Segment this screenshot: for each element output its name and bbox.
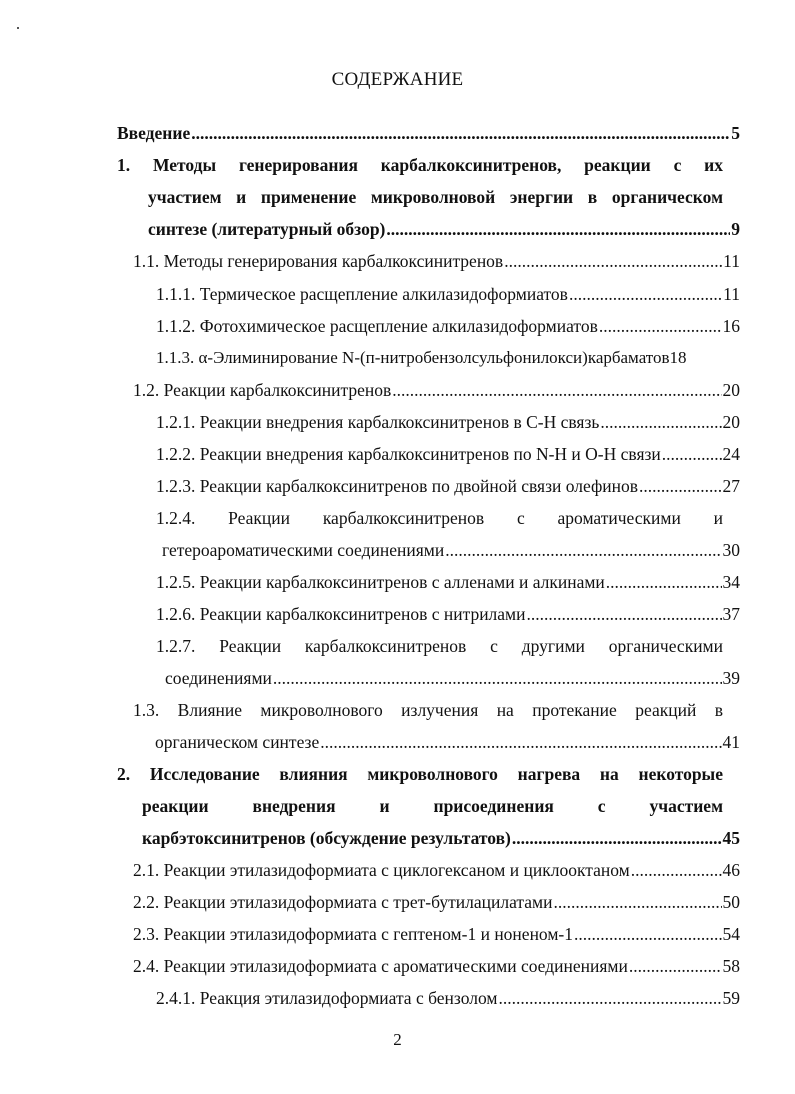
toc-entry-section-1-2-4-line-1[interactable]: 1.2.4. Реакции карбалкоксинитренов с ароматическими и xyxy=(156,508,723,528)
toc-entry-section-2-2[interactable] xyxy=(133,892,740,913)
toc-entry-section-1-2-2[interactable] xyxy=(156,444,740,465)
toc-page-number: 20 xyxy=(722,412,740,432)
toc-page-number: 5 xyxy=(731,123,740,143)
toc-entry-label: 1.1.2. Фотохимическое расщепление алкилазидоформиатов xyxy=(156,316,598,336)
toc-page-number: 54 xyxy=(722,924,740,944)
toc-entry-section-1-2-7-line-1[interactable]: 1.2.7. Реакции карбалкоксинитренов с другими органическими xyxy=(156,636,723,656)
toc-page-number: 20 xyxy=(722,380,740,400)
page-title: СОДЕРЖАНИЕ xyxy=(331,69,464,90)
toc-entry-label: 1.1. Методы генерирования карбалкоксинитренов xyxy=(133,251,504,271)
toc-entry-label: 2.1. Реакции этилазидоформиата с циклогексаном и циклооктаном xyxy=(133,860,630,880)
toc-entry-section-1-2-7[interactable] xyxy=(165,668,740,689)
toc-entry-chapter-1[interactable] xyxy=(148,219,740,240)
dot-leader xyxy=(600,412,721,433)
toc-entry-label: синтезе (литературный обзор) xyxy=(148,219,386,239)
dot-leader xyxy=(574,924,721,945)
toc-entry-section-1-3[interactable] xyxy=(155,732,740,753)
toc-entry-label: 1.2.2. Реакции внедрения карбалкоксинитренов по N-H и О-Н связи xyxy=(156,444,661,464)
toc-entry-label: 1.2.5. Реакции карбалкоксинитренов с алленами и алкинами xyxy=(156,572,605,592)
toc-entry-label: соединениями xyxy=(165,668,272,688)
toc-entry-label: 2.4. Реакции этилазидоформиата с ароматическими соединениями xyxy=(133,956,628,976)
dot-leader xyxy=(527,604,722,625)
toc-entry-section-1-3-line-1[interactable]: 1.3. Влияние микроволнового излучения на протекание реакций в xyxy=(133,700,723,720)
toc-page-number: 59 xyxy=(722,988,740,1008)
toc-entry-label: 2.2. Реакции этилазидоформиата с трет-бутилацилатами xyxy=(133,892,553,912)
toc-page-number: 37 xyxy=(722,604,740,624)
scan-speck xyxy=(17,27,19,29)
dot-leader xyxy=(553,892,721,913)
toc-entry-section-1-2-1[interactable] xyxy=(156,412,740,433)
toc-entry-label: карбэтоксинитренов (обсуждение результатов) xyxy=(142,828,511,848)
toc-entry-section-1-1-1[interactable] xyxy=(156,284,740,305)
dot-leader xyxy=(386,219,730,240)
dot-leader xyxy=(631,860,722,881)
toc-entry-label: 1.1.1. Термическое расщепление алкилазидоформиатов xyxy=(156,284,568,304)
toc-page-number: 24 xyxy=(722,444,740,464)
toc-entry-chapter-2[interactable] xyxy=(142,828,740,849)
toc-entry-section-1-2-6[interactable] xyxy=(156,604,740,625)
dot-leader xyxy=(191,123,730,144)
dot-leader xyxy=(639,476,721,497)
dot-leader xyxy=(273,668,722,689)
toc-page-number: 41 xyxy=(722,732,740,752)
dot-leader xyxy=(498,988,721,1009)
page-number: 2 xyxy=(393,1030,402,1049)
toc-entry-section-2-3[interactable] xyxy=(133,924,740,945)
toc-page-number: 46 xyxy=(722,860,740,880)
toc-page-number: 58 xyxy=(722,956,740,976)
toc-entry-chapter-1-line-1[interactable]: 1. Методы генерирования карбалкоксинитренов, реакции с их xyxy=(117,155,723,175)
toc-page-number: 18 xyxy=(669,348,687,367)
toc-entry-introduction[interactable] xyxy=(117,123,740,144)
toc-entry-label: 1.2. Реакции карбалкоксинитренов xyxy=(133,380,392,400)
dot-leader xyxy=(512,828,722,849)
dot-leader xyxy=(606,572,722,593)
dot-leader xyxy=(320,732,721,753)
toc-entry-label: 1.2.3. Реакции карбалкоксинитренов по двойной связи олефинов xyxy=(156,476,639,496)
dot-leader xyxy=(445,540,721,561)
toc-entry-chapter-2-line-2[interactable]: реакции внедрения и присоединения с участием xyxy=(142,796,723,816)
toc-page-number: 16 xyxy=(722,316,740,336)
dot-leader xyxy=(662,444,722,465)
toc-entry-label: 1.2.1. Реакции внедрения карбалкоксинитренов в С-Н связь xyxy=(156,412,600,432)
toc-entry-section-1-2-5[interactable] xyxy=(156,572,740,593)
toc-page-number: 11 xyxy=(723,251,740,271)
toc-page-number: 45 xyxy=(722,828,740,848)
toc-entry-section-2-4[interactable] xyxy=(133,956,740,977)
toc-page-number: 34 xyxy=(722,572,740,592)
toc-entry-chapter-2-line-1[interactable]: 2. Исследование влияния микроволнового нагрева на некоторые xyxy=(117,764,723,784)
dot-leader xyxy=(569,284,722,305)
toc-entry-section-1-2-3[interactable] xyxy=(156,476,740,497)
toc-entry-label: органическом синтезе xyxy=(155,732,320,752)
toc-entry-chapter-1-line-2[interactable]: участием и применение микроволновой энергии в органическом xyxy=(148,187,723,207)
toc-entry-section-2-1[interactable] xyxy=(133,860,740,881)
toc-entry-section-1-1[interactable] xyxy=(133,251,740,272)
toc-entry-section-2-4-1[interactable] xyxy=(156,988,740,1009)
toc-page-number: 30 xyxy=(722,540,740,560)
toc-page-number: 39 xyxy=(722,668,740,688)
dot-leader xyxy=(392,380,721,401)
toc-entry-label: Введение xyxy=(117,123,191,143)
dot-leader xyxy=(629,956,722,977)
toc-page-number: 9 xyxy=(731,219,740,239)
dot-leader xyxy=(599,316,722,337)
toc-entry-section-1-1-3[interactable] xyxy=(156,348,740,368)
toc-entry-label: 1.1.3. α-Элиминирование N-(п-нитробензолсульфонилокси)карбаматов xyxy=(156,348,670,367)
toc-entry-section-1-1-2[interactable] xyxy=(156,316,740,337)
toc-page-number: 11 xyxy=(723,284,740,304)
toc-entry-label: 2.3. Реакции этилазидоформиата с гептеном-1 и ноненом-1 xyxy=(133,924,574,944)
toc-page-number: 27 xyxy=(722,476,740,496)
toc-page-number: 50 xyxy=(722,892,740,912)
toc-entry-section-1-2[interactable] xyxy=(133,380,740,401)
toc-entry-section-1-2-4[interactable] xyxy=(162,540,740,561)
toc-entry-label: гетероароматическими соединениями xyxy=(162,540,445,560)
toc-entry-label: 2.4.1. Реакция этилазидоформиата с бензолом xyxy=(156,988,498,1008)
dot-leader xyxy=(504,251,722,272)
toc-entry-label: 1.2.6. Реакции карбалкоксинитренов с нитрилами xyxy=(156,604,526,624)
